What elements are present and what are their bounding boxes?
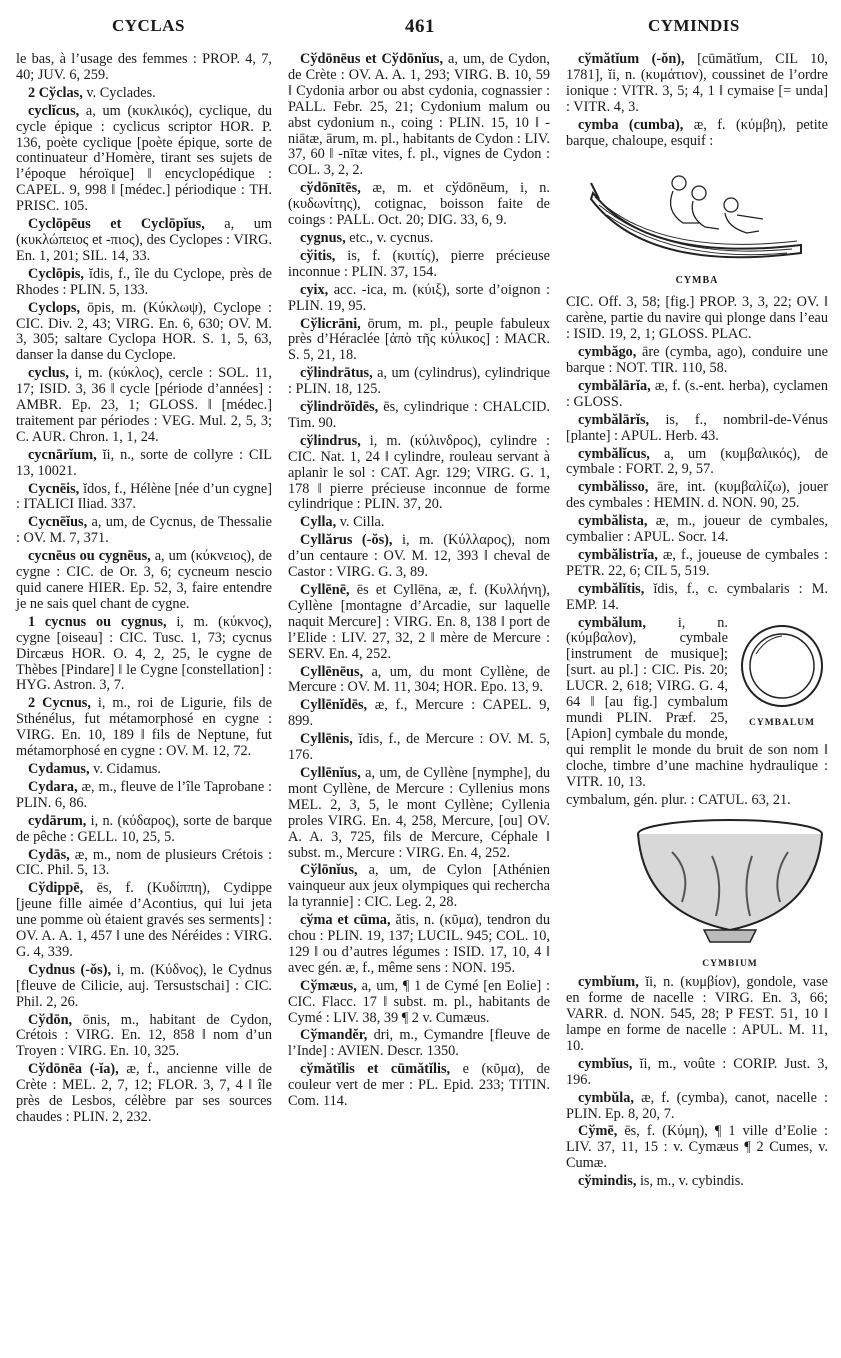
headword: cyclus,: [28, 365, 69, 382]
headword: cycnēus ou cygnēus,: [28, 548, 151, 565]
dictionary-entry: [566, 345, 828, 377]
headword: Cycnēis,: [28, 480, 80, 497]
entry-definition: is, f. (κυιτίς), pierre précieuse inconnue : PLIN. 37, 154.: [288, 247, 550, 280]
dictionary-entry: [288, 515, 550, 531]
cymba-figure: [566, 153, 828, 289]
headword: Cydās,: [28, 846, 70, 863]
dictionary-entry: [566, 793, 828, 809]
cymbium-figure: [632, 812, 828, 973]
entry-definition: a, um, de Cylon [Athénien vainqueur aux jeux olympiques qui rechercha la tyrannie] : CIC. Leg. 2, 28.: [288, 862, 550, 911]
headword: cўmătĭum (-ŏn),: [578, 51, 685, 67]
vase-illustration-icon: [632, 812, 828, 952]
dictionary-entry: [566, 295, 828, 343]
entry-definition: ĭi, n., sorte de collyre : CIL 13, 10021.: [16, 446, 272, 479]
headword: cўmindis,: [578, 1173, 637, 1190]
dictionary-entry: [16, 482, 272, 514]
entry-definition: v. Cidamus.: [89, 760, 161, 777]
figure-caption: CYMBIUM: [702, 959, 758, 970]
dictionary-entry: [288, 366, 550, 398]
cymbalum-figure: [736, 620, 828, 733]
boat-illustration-icon: [587, 153, 807, 273]
dictionary-entry: [288, 979, 550, 1027]
dictionary-entry: [288, 434, 550, 514]
entry-definition: æ, m. et cўdōnēum, i, n. (κυδωνίτης), cotignac, boisson faite de coings : PALL. Oct. 20; DIG. 33, 6, 9.: [288, 180, 550, 229]
headword: cўlindrātus,: [300, 365, 373, 382]
dictionary-entry: [288, 283, 550, 315]
dictionary-entry: [288, 913, 550, 977]
entry-definition: v. Cilla.: [336, 514, 385, 531]
entry-definition: æ, m., nom de plusieurs Crétois : CIC. Phil. 5, 13.: [16, 846, 272, 879]
headword: Cўmē,: [578, 1123, 618, 1140]
page-number: 461: [405, 16, 435, 37]
dictionary-entry: [16, 881, 272, 961]
headword: Cyllēnēus,: [300, 663, 364, 680]
dictionary-entry: [288, 766, 550, 861]
dictionary-entry: [16, 515, 272, 547]
entry-definition: a, um (κυκλικός), cyclique, du cycle épique : cyclicus scriptor HOR. P. 136, poète cyclique [poète épique, sorte de continuateur d’Homère, tirant ses sujets de l’époque héroïque] ‖ encyclopédique : CAPEL. 9, 998 ‖ [médec.] périodique : TH. PRISC. 105.: [16, 102, 272, 215]
headword: 2 Cўclas,: [28, 84, 83, 101]
headword: Cycnēĭus,: [28, 514, 88, 531]
dictionary-entry: [16, 549, 272, 613]
headword: cyclĭcus,: [28, 102, 80, 119]
headword: cymbăgo,: [578, 344, 637, 361]
entry-definition: ĭdos, f., Hélène [née d’un cygne] : ITALICI Iliad. 337.: [16, 480, 272, 513]
entry-definition: æ, m., fleuve de l’île Taprobane : PLIN. 6, 86.: [16, 778, 272, 811]
column-3-mid: [566, 295, 828, 613]
dictionary-entry: [566, 548, 828, 580]
dictionary-entry: [16, 814, 272, 846]
headword: Cylla,: [300, 514, 337, 531]
headword: Cўdōnēa (-ĭa),: [28, 1061, 119, 1078]
entry-definition: a, um (κυκλώπειος et -πιος), des Cyclopes : VIRG. En. 1, 201; SIL. 14, 33.: [16, 216, 272, 264]
figure-caption: CYMBALUM: [748, 718, 816, 729]
entry-definition: i, n. (κύδαρος), sorte de barque de pêche : GELL. 10, 25, 5.: [16, 812, 272, 845]
dictionary-entry: [288, 181, 550, 229]
dictionary-entry: [566, 118, 828, 150]
headword: cygnus,: [300, 229, 346, 246]
dictionary-entry: [566, 379, 828, 411]
entry-definition: i, n. (κύμβαλον), cymbale [instrument de musique]; [surt. au pl.] : CIC. Pis. 20; LUCR. 2, 618; VIRG. G. 4, 64 ‖ [au fig.] cymbalum mundi PLIN. Præf. 25, [Apion] cymbale du monde, qui remplit le monde du bruit de son nom ‖ cloche, timbre d’une machine hydraulique : VITR. 10, 13.: [566, 614, 828, 790]
entry-definition: ōrum, m. pl., peuple fabuleux près d’Héraclée [ἀπὸ τῆς κύλικος] : MACR. S. 5, 21, 18.: [288, 315, 550, 364]
entry-definition: ĭdis, f., de Mercure : OV. M. 5, 176.: [288, 731, 550, 764]
entry-definition: ĭi, m., voûte : CORIP. Just. 3, 196.: [566, 1055, 828, 1088]
cymbal-illustration-icon: [736, 620, 828, 712]
dictionary-entry: [16, 762, 272, 778]
entry-definition: ēs et Cyllēna, æ, f. (Κυλλήνη), Cyllène [montagne d’Arcadie, sur laquelle naquit Mercure] : VIRG. En. 8, 138 ‖ port de l’Elide : LIV. 27, 32, 2 ‖ mère de Mercure : SERV. En. 4, 252.: [288, 582, 550, 662]
dictionary-entry: [16, 217, 272, 265]
entry-definition: ēs, f. (Κυδίππη), Cydippe [jeune fille aimée d’Acontius, qui lui jeta une pomme où étaient gravés ses serments] : OV. A. A. 1, 457 ‖ une des Néréides : VIRG. G. 4, 339.: [16, 880, 272, 960]
dictionary-entry: [566, 447, 828, 479]
dictionary-entry: [566, 480, 828, 512]
dictionary-entry: [288, 665, 550, 697]
entry-definition: æ, f., joueuse de cymbales : PETR. 22, 6; CIL 5, 519.: [566, 546, 828, 579]
dictionary-entry: [566, 514, 828, 546]
headword: cўdōnītēs,: [300, 180, 361, 197]
headword: cўlindrus,: [300, 432, 361, 449]
entry-definition: ōnis, m., habitant de Cydon, Crétois : VIRG. En. 12, 858 ‖ nom d’un Troyen : VIRG. En. 10, 325.: [16, 1011, 272, 1060]
entry-definition: i, m. (κύκνος), cygne [oiseau] : CIC. Tusc. 1, 73; cycnus Dircæus HOR. O. 4, 2, 25, le cygne de Thèbes [Pindare] ‖ le Cygne [constellation] : HYG. Astron. 3, 7.: [16, 613, 272, 694]
dictionary-entry: [16, 615, 272, 695]
headword: Cydara,: [28, 778, 78, 795]
entry-definition: ătis, n. (κῦμα), tendron du chou : PLIN. 19, 137; LUCIL. 945; COL. 10, 129 ‖ ou d’autres légumes : ISID. 17, 10, 4 ‖ avec gén. æ, f., même sens : NON. 195.: [288, 912, 550, 976]
entry-definition: a, um, de Cyllène [nymphe], du mont Cyllène, de Mercure : Cyllenius mons MEL. 2, 3, 5, le mont Cyllène; Cyllenia proles VIRG. En. 4, 258, Mercure, [ou] OV. A. A. 3, 725, fils de Mercure, Céphale ‖ subst. m., Mercure : VIRG. En. 4, 252.: [288, 764, 550, 861]
dictionary-entry: [566, 52, 828, 116]
headword: Cyllēnē,: [300, 582, 350, 598]
entry-definition: āre (cymba, ago), conduire une barque : NOT. TIR. 110, 58.: [566, 344, 828, 376]
dictionary-entry: [16, 1062, 272, 1126]
entry-definition: ĭdis, f., c. cymbalaris : M. EMP. 14.: [566, 580, 828, 613]
column-2: [288, 52, 550, 1112]
entry-definition: æ, f., ancienne ville de Crète : MEL. 2, 7, 12; FLOR. 3, 7, 4 ‖ île près de Lesbos, célèbre par ses sources chaudes : PLIN. 2, 232.: [16, 1061, 272, 1125]
entry-definition: a, um, de Cydon, de Crète : OV. A. A. 1, 293; VIRG. B. 10, 59 ‖ Cydonia arbor ou abst cydonia, cognassier : PALL. Febr. 25, 21; Cydonium malum ou abst cydonium n., coing : PLIN. 15, 10 ‖ -niātæ, ārum, m. pl., habitants de Cydon : LIV. 37, 60 ‖ -nītæ vites, f. pl., vignes de Cydon : COL. 3, 2, 2.: [288, 51, 550, 179]
dictionary-entry: [288, 249, 550, 281]
headword: Cўdippē,: [28, 880, 84, 897]
headword: cўmătĭlis et cūmătĭlis,: [300, 1061, 451, 1078]
entry-definition: a, um (κυμβαλικός), de cymbale : FORT. 2, 9, 57.: [566, 445, 828, 478]
headword: Cўlōnĭus,: [300, 862, 358, 879]
entry-definition: æ, m., joueur de cymbales, cymbalier : APUL. Socr. 14.: [566, 513, 828, 546]
headword: Cyclōpis,: [28, 265, 85, 282]
dictionary-entry: [566, 1124, 828, 1172]
dictionary-entry: [288, 317, 550, 365]
dictionary-entry: [16, 780, 272, 812]
dictionary-entry: [16, 86, 272, 102]
entry-definition: dri, m., Cymandre [fleuve de l’Inde] : AVIEN. Descr. 1350.: [288, 1027, 550, 1060]
headword: Cydnus (-ŏs),: [28, 961, 112, 978]
headword: Cyllēnĭus,: [300, 764, 361, 781]
column-3-top: [566, 52, 828, 149]
entry-definition: i, m. (Κύλλαρος), nom d’un centaure : OV. M. 12, 393 ‖ cheval de Castor : VIRG. G. 3, 89.: [288, 532, 550, 581]
entry-definition: is, m., v. cybindis.: [636, 1173, 744, 1190]
dictionary-entry: [16, 1013, 272, 1061]
entry-definition: æ, f. (cymba), canot, nacelle : PLIN. Ep. 8, 20, 7.: [566, 1089, 828, 1122]
headword: Cўmandĕr,: [300, 1027, 368, 1044]
entry-definition: āre, int. (κυμβαλίζω), jouer des cymbales : HEMIN. d. NON. 90, 25.: [566, 479, 828, 512]
dictionary-entry: [288, 698, 550, 730]
dictionary-entry: [16, 301, 272, 365]
headword: cymbălĭcus,: [578, 445, 650, 462]
dictionary-entry: [288, 583, 550, 663]
dictionary-entry: [566, 1174, 828, 1190]
headword: Cyclōpēus et Cyclōpĭus,: [28, 216, 205, 233]
running-head-left: CYCLAS: [112, 16, 185, 35]
entry-definition: æ, f., Mercure : CAPEL. 9, 899.: [288, 697, 550, 730]
dictionary-entry: [288, 533, 550, 581]
headword: Cydamus,: [28, 760, 90, 777]
headword: cўitis,: [300, 247, 336, 264]
entry-definition: a, um (cylindrus), cylindrique : PLIN. 18, 125.: [288, 365, 550, 398]
running-head-right: CYMINDIS: [648, 16, 740, 35]
entry-definition: a, um, ¶ 1 de Cymé [en Eolie] : CIC. Flacc. 17 ‖ subst. m. pl., habitants de Cymé : LIV. 38, 39 ¶ 2 v. Cumæus.: [288, 977, 550, 1026]
headword: 1 cycnus ou cygnus,: [28, 613, 167, 630]
entry-definition: ēs, f. (Κύμη), ¶ 1 ville d’Eolie : LIV. 37, 11, 15 : v. Cymæus ¶ 2 Cumes, v. Cumæ.: [566, 1123, 828, 1172]
dictionary-entry: [288, 863, 550, 911]
dictionary-entry: [566, 1091, 828, 1123]
entry-definition: le bas, à l’usage des femmes : PROP. 4, 7, 40; JUV. 6, 259.: [16, 51, 272, 83]
dictionary-entry: [16, 963, 272, 1011]
dictionary-entry: [566, 413, 828, 445]
headword: Cyllēnis,: [300, 731, 353, 748]
figure-caption: CYMBA: [675, 275, 719, 287]
headword: cydārum,: [28, 812, 87, 829]
headword: Cўlicrāni,: [300, 315, 361, 332]
entry-definition: a, um (κύκνειος), de cygne : CIC. de Or. 3, 6; cycneum nescio quid canere HIER. Ep. 52, 3, faire entendre je ne sais quel chant de cygne.: [16, 548, 273, 612]
entry-definition: i, m. (Κύδνος), le Cydnus [fleuve de Cilicie, auj. Tersustschai] : CIC. Phil. 2, 26.: [16, 961, 272, 1010]
dictionary-entry: [16, 104, 272, 215]
headword: cymbĭus,: [578, 1055, 633, 1072]
headword: Cyclops,: [28, 299, 81, 316]
headword: cycnārĭum,: [28, 446, 97, 463]
headword: cymbŭla,: [578, 1089, 635, 1106]
dictionary-entry: [16, 696, 272, 760]
entry-definition: i, m. (κύκλος), cercle : SOL. 11, 17; ISID. 3, 36 ‖ cycle [période d’années] : AMBR. Ep. 23, 1; GLOSS. ‖ [médec.] traitement par périodes : VEG. Mul. 2, 5, 3; C. AUR. Chron. 1, 1, 24.: [16, 365, 272, 445]
headword: cўma et cūma,: [300, 912, 391, 929]
headword: cўlindrŏīdēs,: [300, 399, 379, 416]
headword: cymbălum,: [578, 614, 646, 631]
entry-definition: æ, f. (κύμβη), petite barque, chaloupe, esquif :: [566, 116, 828, 149]
headword: Cўdōnēus et Cўdōnĭus,: [300, 51, 444, 67]
entry-definition: [cūmătĭum, CIL 10, 1781], ĭi, n. (κυμάτιον), coussinet de l’ordre ionique : VITR. 3, 5; 4, 1 ‖ cymaise [= unda] : VITR. 4, 3.: [566, 51, 828, 115]
dictionary-entry: [288, 732, 550, 764]
dictionary-entry: [16, 52, 272, 84]
entry-definition: CIC. Off. 3, 58; [fig.] PROP. 3, 3, 22; OV. ‖ carène, partie du navire qui plonge dans l’eau : ISID. 19, 2, 1; GLOSS. PLAC.: [566, 294, 828, 343]
dictionary-entry: [566, 1057, 828, 1089]
headword: cymbălista,: [578, 513, 648, 530]
headword: cymbălĭtis,: [578, 580, 645, 597]
entry-definition: a, um, de Cycnus, de Thessalie : OV. M. 7, 371.: [16, 514, 272, 547]
entry-definition: cymbalum, gén. plur. : CATUL. 63, 21.: [566, 791, 791, 808]
dictionary-entry: [16, 448, 272, 480]
headword: Cўdōn,: [28, 1011, 73, 1028]
dictionary-entry: [288, 400, 550, 432]
dictionary-entry: [566, 582, 828, 614]
headword: cyix,: [300, 281, 329, 298]
entry-definition: ĭi, n. (κυμβίον), gondole, vase en forme de nacelle : VIRG. En. 3, 66; VARR. d. NON. 545, 28; P FEST. 51, 10 ‖ lampe en forme de nacelle : APUL. M. 11, 10.: [566, 974, 828, 1054]
dictionary-entry: [16, 267, 272, 299]
dictionary-entry: [16, 366, 272, 446]
headword: cymbălistrĭa,: [578, 546, 658, 563]
entry-definition: v. Cyclades.: [82, 84, 156, 101]
entry-definition: ōpis, m. (Κύκλωψ), Cyclope : CIC. Div. 2, 43; VIRG. En. 6, 630; OV. M. 3, 305; saltare Cyclopa HOR. S. 1, 5, 63, danser la danse du Cyclope.: [16, 299, 272, 364]
column-1: [16, 52, 272, 1128]
entry-definition: æ, f. (s.-ent. herba), cyclamen : GLOSS.: [566, 377, 828, 410]
dictionary-entry: [288, 1062, 550, 1110]
entry-definition: i, m. (κύλινδρος), cylindre : CIC. Nat. 1, 24 ‖ cylindre, rouleau servant à aplanir le sol : CAT. Agr. 129; VIRG. G. 1, 178 ‖ pierre précieuse inconnue de forme cylindrique : PLIN. 37, 20.: [288, 432, 550, 513]
headword: Cўmæus,: [300, 977, 357, 994]
dictionary-entry: [288, 52, 550, 179]
headword: cymbĭum,: [578, 974, 639, 991]
entry-definition: i, m., roi de Ligurie, fils de Sthénélus, fut métamorphosé en cygne : VIRG. En. 10, 189 ‖ fils de Neptune, fut métamorphosé en cygne : OV. M. 12, 72.: [16, 695, 272, 760]
column-3: [566, 52, 828, 1192]
entry-definition: ĭdis, f., île du Cyclope, près de Rhodes : PLIN. 5, 133.: [16, 265, 272, 298]
dictionary-entry: [16, 848, 272, 880]
headword: cymba (cumba),: [578, 116, 684, 133]
dictionary-entry: [288, 1028, 550, 1060]
entry-definition: etc., v. cycnus.: [345, 229, 434, 246]
entry-definition: is, f., nombril-de-Vénus [plante] : APUL. Herb. 43.: [566, 411, 828, 444]
headword: cymbălārĭs,: [578, 411, 650, 428]
entry-definition: e (κῦμα), de couleur vert de mer : PL. Epid. 233; TITIN. Com. 114.: [288, 1061, 550, 1110]
headword: Cyllărus (-ŏs),: [300, 532, 393, 549]
headword: Cyllēnĭdēs,: [300, 697, 368, 714]
dictionary-entry: [288, 231, 550, 247]
headword: cymbălisso,: [578, 479, 649, 496]
entry-definition: a, um, du mont Cyllène, de Mercure : OV. M. 11, 304; HOR. Epo. 13, 9.: [288, 663, 550, 696]
entry-definition: acc. -ica, m. (κύιξ), sorte d’oignon : PLIN. 19, 95.: [288, 281, 550, 314]
headword: 2 Cycnus,: [28, 695, 91, 712]
headword: cymbălārĭa,: [578, 377, 651, 394]
entry-definition: ēs, cylindrique : CHALCID. Tim. 90.: [288, 399, 550, 431]
